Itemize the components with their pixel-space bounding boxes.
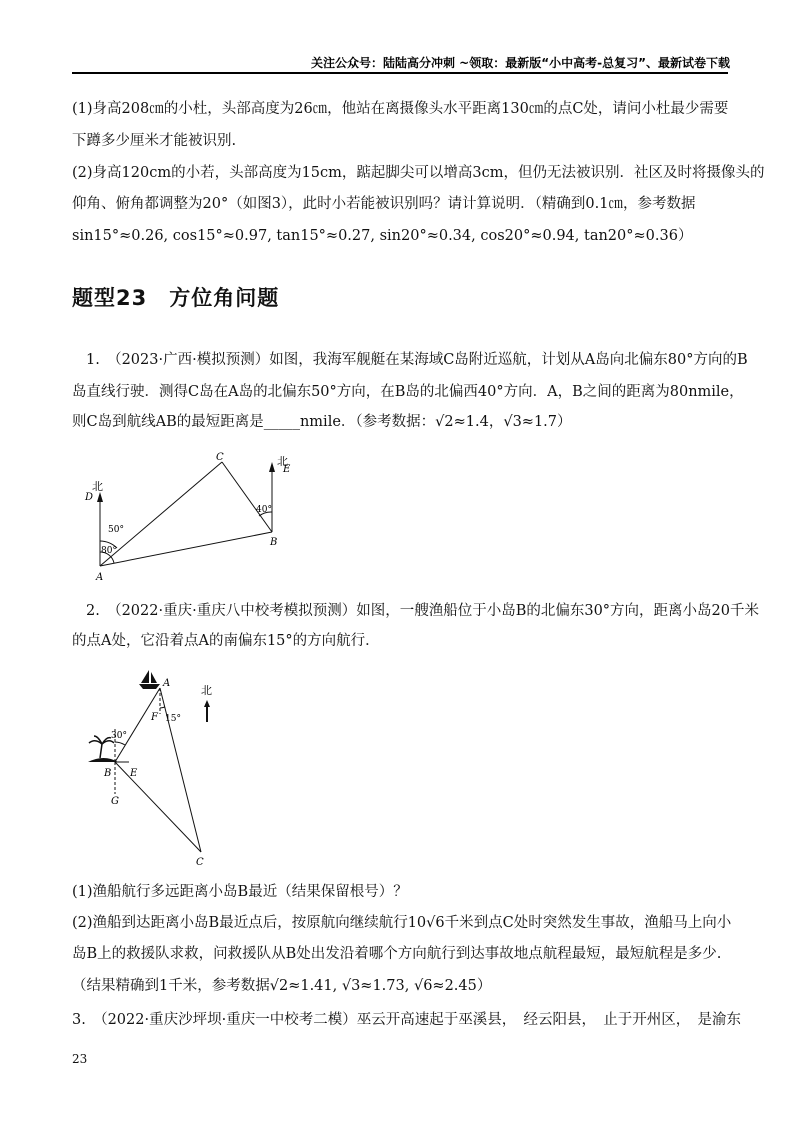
angle-15-label: 15° <box>165 714 181 724</box>
label-B: B <box>104 768 112 779</box>
angle-40-label: 40° <box>256 505 272 515</box>
arc-30 <box>115 742 125 745</box>
label-E: E <box>283 464 291 475</box>
figure-2-bearing-diagram <box>80 665 240 870</box>
part2-line3: sin15°≈0.26, cos15°≈0.97, tan15°≈0.27, sin20°≈0.34, cos20°≈0.94, tan20°≈0.36） <box>72 228 693 244</box>
q2-line2: 的点A处，它沿着点A的南偏东15°的方向航行． <box>72 633 380 649</box>
page-number: 23 <box>72 1052 88 1066</box>
part2-line1: (2)身高120cm的小若，头部高度为15cm，踮起脚尖可以增高3cm，但仍无法被识别．社区及时将摄像头的 <box>72 165 765 181</box>
boat-icon <box>139 670 160 689</box>
line-AC <box>100 462 222 566</box>
q2-part2-line2: 岛B上的救援队求救，问救援队从B处出发沿着哪个方向航行到达事故地点航程最短，最短航程是多少. <box>72 946 722 962</box>
section-title: 题型23 方位角问题 <box>72 286 280 310</box>
q3-line1: 3. （2022·重庆沙坪坝·重庆一中校考二模）巫云开高速起于巫溪县， 经云阳县， 止于开州区， 是渝东 <box>72 1012 741 1028</box>
part2-line2: 仰角、俯角都调整为20°（如图3），此时小若能被识别吗？请计算说明．（精确到0.1㎝，参考数据 <box>72 196 696 212</box>
q2-part2-line3: （结果精确到1千米，参考数据√2≈1.41, √3≈1.73, √6≈2.45） <box>72 978 492 994</box>
label-A: A <box>96 572 104 583</box>
q2-line1: 2. （2022·重庆·重庆八中校考模拟预测）如图，一艘渔船位于小岛B的北偏东30°方向，距离小岛20千米 <box>86 603 760 619</box>
angle-80-label: 80° <box>101 546 117 556</box>
label-D: D <box>85 492 94 503</box>
q1-line1: 1. （2023·广西·模拟预测）如图，我海军舰艇在某海域C岛附近巡航，计划从A岛向北偏东80°方向的B <box>86 352 748 368</box>
arc-15 <box>160 707 165 708</box>
angle-50-label: 50° <box>108 525 124 535</box>
north-label-A: 北 <box>92 480 103 493</box>
north-label: 北 <box>201 684 212 697</box>
line-CB <box>222 462 272 532</box>
page-header: 关注公众号：陆陆高分冲刺 ~领取：最新版“小中高考-总复习”、最新试卷下载 <box>311 56 730 70</box>
label-F: F <box>151 712 158 723</box>
label-A: A <box>163 678 171 689</box>
q1-line3: 则C岛到航线AB的最短距离是_____nmile．（参考数据：√2≈1.4，√3≈1.7） <box>72 414 572 430</box>
q2-part2-line1: (2)渔船到达距离小岛B最近点后，按原航向继续航行10√6千米到点C处时突然发生事故，渔船马上向小 <box>72 915 732 931</box>
label-C: C <box>196 857 204 868</box>
part1-line2: 下蹲多少厘米才能被识别. <box>72 133 237 149</box>
q1-line2: 岛直线行驶．测得C岛在A岛的北偏东50°方向，在B岛的北偏西40°方向．A，B之间的距离为80nmile， <box>72 384 744 400</box>
label-E: E <box>130 768 138 779</box>
label-G: G <box>111 796 119 807</box>
north-arrow-icon <box>204 700 210 722</box>
q2-part1: (1)渔船航行多远距离小岛B最近（结果保留根号）？ <box>72 884 408 900</box>
north-arrow-A <box>97 492 103 502</box>
header-rule <box>72 72 728 74</box>
north-arrow-B <box>269 462 275 472</box>
part1-line1: (1)身高208㎝的小杜，头部高度为26㎝，他站在离摄像头水平距离130㎝的点C处，请问小杜最少需要 <box>72 101 729 117</box>
label-B: B <box>270 537 278 548</box>
line-BC <box>115 762 201 852</box>
figure-1-bearing-diagram <box>70 440 300 590</box>
angle-30-label: 30° <box>111 731 127 741</box>
north-label-B: 北 <box>277 455 288 468</box>
line-AC <box>160 688 201 852</box>
label-C: C <box>216 452 224 463</box>
line-AB <box>100 532 272 566</box>
line-AB <box>115 688 160 762</box>
